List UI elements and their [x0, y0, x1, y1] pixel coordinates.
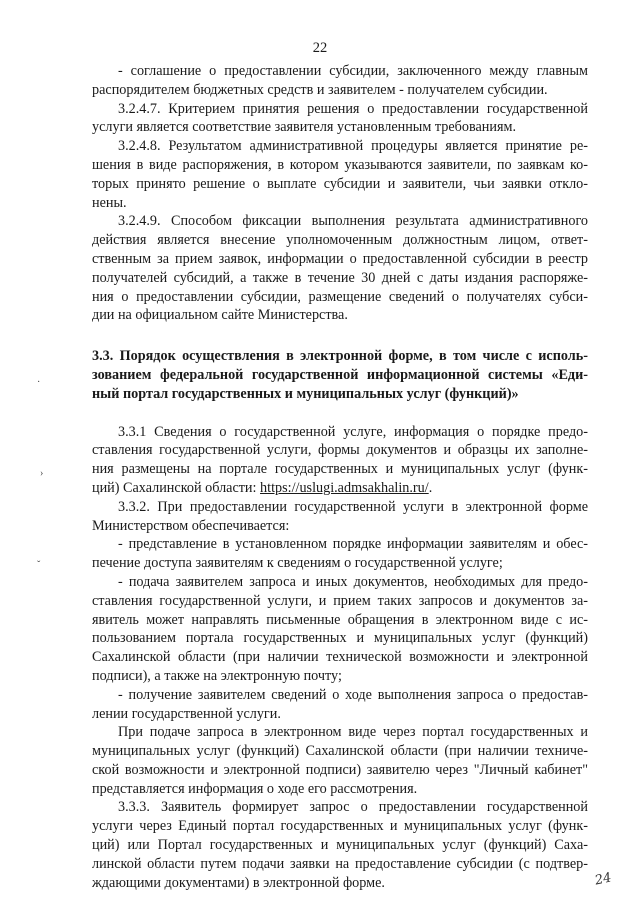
text-line: 3.3.2. При предоставлении государственной услуги в электронной форме: [118, 498, 588, 515]
text-line: услуги через Единый портал государственных и муниципальных услуг (функ-: [92, 818, 588, 835]
text-line: Министерством обеспечивается:: [92, 517, 290, 534]
text-line: нены.: [92, 194, 127, 211]
text-line: шения в виде распоряжения, в котором указываются заявители, по заявкам ко-: [92, 156, 588, 173]
section-heading: [92, 347, 588, 403]
heading-line: 3.3. Порядок осуществления в электронной форме, в том числе с исполь-: [92, 348, 588, 365]
bottom-paragraphs: [92, 498, 588, 893]
heading-line: ный портал государственных и муниципальных услуг (функций)»: [92, 385, 519, 402]
text-fragment: .: [428, 479, 433, 496]
scan-speck: ˇ: [37, 560, 41, 571]
text-line: ждающими документами) в электронной форме.: [92, 874, 385, 891]
paragraph: [92, 723, 588, 798]
text-line: линской области путем подачи заявки на предоставление субсидии (с подтвер-: [92, 855, 588, 872]
text-line: [92, 479, 588, 498]
text-line: представляется информация о ходе его рассмотрения.: [92, 780, 418, 797]
text-line: ственным за прием заявок, информации о предоставленной субсидии в реестр: [92, 250, 588, 267]
text-line: ния размещены на портале государственных и муниципальных услуг (функ-: [92, 461, 588, 478]
text-line: 3.2.4.9. Способом фиксации выполнения результата административного: [118, 213, 588, 230]
paragraph: [92, 535, 588, 573]
paragraph: [92, 62, 588, 100]
paragraph: [92, 798, 588, 892]
text-line: 3.3.3. Заявитель формирует запрос о предоставлении государственной: [118, 799, 588, 816]
text-line: - подача заявителем запроса и иных документов, необходимых для предо-: [118, 573, 588, 590]
text-line: получателей субсидий, а также в течение 30 дней с даты издания распоряже-: [92, 269, 588, 286]
text-line: явитель может направлять письменные обращения в электронном виде с ис-: [92, 611, 588, 628]
text-line: - получение заявителем сведений о ходе выполнения запроса о предостав-: [118, 686, 588, 703]
portal-link[interactable]: https://uslugi.admsakhalin.ru/: [260, 479, 429, 496]
heading-line: зованием федеральной государственной информационной системы «Еди-: [92, 366, 588, 383]
text-line: ской возможности и электронной подписи) заявителю через "Личный кабинет": [92, 761, 588, 778]
text-line: - соглашение о предоставлении субсидии, заключенного между главным: [118, 63, 588, 79]
text-line: муниципальных услуг (функций) Сахалинской области (при наличии техниче-: [92, 743, 588, 760]
text-line: действия является внесение уполномоченным должностным лицом, ответ-: [92, 232, 588, 249]
paragraph: [92, 137, 588, 212]
text-fragment: ций) Сахалинской области:: [92, 479, 261, 496]
paragraph: [92, 573, 588, 686]
paragraph: [92, 498, 588, 536]
paragraph-3-3-1: [92, 423, 588, 498]
text-line: пользованием портала государственных и муниципальных услуг (функций): [92, 630, 588, 647]
scan-speck: ·: [37, 377, 41, 388]
paragraph: [92, 100, 588, 138]
text-line: - представление в установленном порядке информации заявителям и обес-: [118, 536, 588, 553]
text-line: Сахалинской области (при наличии технической возможности и электронной: [92, 649, 588, 666]
paragraph: [92, 212, 588, 325]
text-line: распорядителем бюджетных средств и заявителем - получателем субсидии.: [92, 81, 548, 98]
text-line: ния о предоставлении субсидии, размещение сведений о получателях субси-: [92, 288, 588, 305]
text-line: дии на официальном сайте Министерства.: [92, 307, 348, 324]
text-line: ставления государственной услуги, формы документов и образцы их заполне-: [92, 442, 588, 459]
paragraph: [92, 686, 588, 724]
text-line: 3.2.4.7. Критерием принятия решения о предоставлении государственной: [118, 100, 588, 117]
top-paragraphs: [92, 62, 588, 325]
text-line: лении государственной услуги.: [92, 705, 281, 722]
text-line: услуги является соответствие заявителя установленным требованиям.: [92, 119, 516, 136]
scan-speck: ›: [40, 468, 44, 479]
text-line: При подаче запроса в электронном виде через портал государственных и: [118, 724, 588, 741]
handwritten-page-mark: 24: [594, 870, 614, 889]
page-number: 22: [312, 40, 328, 56]
text-line: торых принято решение о выплате субсидии и заявители, чьи заявки откло-: [92, 175, 588, 192]
document-body: [92, 62, 588, 892]
text-line: 3.2.4.8. Результатом административной процедуры является принятие ре-: [118, 138, 588, 155]
text-line: 3.3.1 Сведения о государственной услуге, информация о порядке предо-: [118, 423, 588, 440]
text-line: подписи), а также на электронную почту;: [92, 667, 342, 684]
text-line: печение доступа заявителям к сведениям о государственной услуге;: [92, 555, 503, 572]
text-line: ставления государственной услуги, и прием таких запросов и документов за-: [92, 592, 588, 609]
text-line: ций) или Портал государственных и муниципальных услуг (функций) Саха-: [92, 837, 588, 854]
